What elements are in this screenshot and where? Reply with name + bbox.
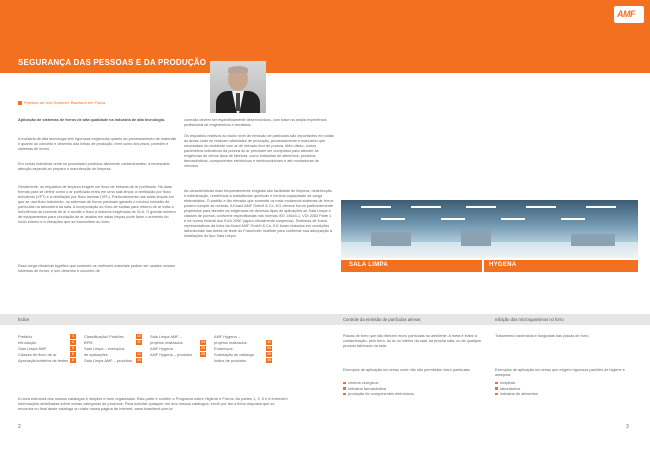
page-title: SEGURANÇA DAS PESSOAS E DA PRODUÇÃO — [18, 58, 207, 67]
index-item[interactable]: projetos realizados — [150, 340, 183, 345]
portrait-caption: Prefácio de Udo Sammet, Bacharel em Física — [24, 100, 106, 105]
label-hygena: HYGENA — [489, 262, 517, 268]
page-number-badge: 26 — [201, 346, 205, 350]
page-number-badge: 11 — [137, 340, 141, 344]
col2-para-2: Os requisitos relativos ao baixo nível de emissão de partículas são importantes em todas as áreas onde se realizam atividades de produção, processamento e manuseio que necessitam do ambiente com ar de elevado teor de pureza. Além disso, outros parâmetros indicativos da pureza do ar precisam ser cumpridos para atender às exigências de certos tipos de fábricas, como indústrias de alimentos, produtos farmacêuticos, componentes eletrônicos e semicondutores e até montadoras de veículos. — [184, 134, 334, 168]
index-item[interactable]: Sala Limpa – exemplos — [84, 346, 125, 351]
emission-examples-title: Exemplos de aplicação em áreas onde não são permitidas micro partículas: — [343, 368, 471, 372]
col1-para-3: Geralmente, os requisitos de limpeza exigem um fluxo de entrada de ar purificado. Há duas formas para se definir como o ar purificado entra em uma sala limpa: a ventilação por fluxo turbulento (VFT) e a ventilação por fluxo laminar (VFL). Particularmente nas salas limpas em que se usa fluxo turbulento, os sistemas de forros precisam garantir o mínimo emissão de partículas na atmosfera da sala. A incorporação ao forro de saídas para retorno de ar evita a turbulência da corrente de ar e auxilia o fluxo a maiores exigências de VLA. O grande número de equipamentos para circulação de ar usados em salas limpas pode fazer o aumento do ruído interno e a vibrações que se transmitem ao forro. — [18, 185, 176, 224]
inhibition-examples-title: Exemplos de aplicação em áreas que exigem rigorosos padrões de higiene e assepsia: — [495, 368, 625, 377]
label-sala-limpa: SALA LIMPA — [349, 262, 388, 268]
index-item[interactable]: Sala Limpa AMF – produtos — [84, 358, 133, 363]
page-number-badge: 36 — [267, 358, 271, 362]
page-number-badge: 6 — [72, 352, 74, 356]
table-header-row — [0, 314, 650, 325]
logo-text: AMF — [617, 9, 635, 19]
col2-para-3: As características mais frequentemente exigidas são facilidade de limpeza, desinfecção e esterilização, resistência a substâncias químicas e mínima capacidade de carga eletrostática. O padrão e tão elevado que somente os mais modernos sistemas de forros podem cumprir as normas. A Knauf AMF GmbH & Co. KG oferece forros particularmente projetados para atender as exigências de diversos tipos de aplicações de Sala Limpa e classes de pureza, conforme especificadas nas normas ISO 14644-1, VDI 2083 Parte 1 e na norma federal dos EUA 209E (agora oficialmente suspensa). Sistemas de forros representativos da linha da Knauf AMF GmbH & Co. KG foram testados em condições laboratoriais nas áreas de teste do Fraunhofer Institute para confirmar sua adequação à instalações do tipo Sala Limpa. — [184, 189, 334, 238]
page-number-badge: 3 — [72, 334, 74, 338]
emission-description: Placas de forro que não liberam micro partículas no ambiente. A meta é evitar a contaminação, pelo forro, do ar no interior da sala, da própria sala, ou de qualquer produto fabricado na sala. — [343, 334, 482, 348]
col1-para-2: Em certas indústrias onde se processam produtos altamente contaminantes, a necessária atenção especial ao preparo e manutenção de limpeza. — [18, 162, 170, 171]
section-label-band — [341, 260, 638, 272]
col1-para-4: Essa carga vibratória significa que somente os melhores materiais podem ser usados nesses sistemas de forros, e seu desenho e conceito de — [18, 264, 176, 273]
index-item[interactable]: Aprovação/critérios de testes — [18, 358, 69, 363]
page-number-badge: 34 — [267, 346, 271, 350]
list-item: hospitais — [495, 380, 635, 386]
index-item[interactable]: Introdução — [18, 340, 37, 345]
col2-para-1: conexão devem ser especificamente desenvolvidos, com base na ampla experiência profissional de engenheiros e cientistas. — [184, 118, 327, 127]
index-item[interactable]: Prefácio — [18, 334, 33, 339]
title-bar — [0, 56, 650, 73]
list-item: centros cirúrgicos — [343, 380, 483, 386]
page-number-badge: 12 — [137, 352, 141, 356]
catalog-note: A nova estrutura dos nossos catálogos é simples e bem organizada. Esta parte é contém o Programa sobre Higiene e Forros. As partes 1, 3, 5 e 6 fornecem informações detalhadas sobre outras categorias de produtos. Para solicitar qualquer um dos nossos catálogos, envie por fax a ficha-resposta que se encontra no final deste catálogo ou visite nossa página de Internet, www.knaufamf.com.br — [18, 396, 288, 411]
inhibition-description: Tratamento bactericida e fungicidas das placas de forro. — [495, 334, 590, 338]
inhibition-heading: Inibição dos microrganismos no forro — [495, 317, 564, 322]
page-number-badge: 14 — [137, 358, 141, 362]
page-number-badge: 5 — [72, 346, 74, 350]
index-heading: Índice — [18, 317, 30, 322]
author-portrait — [210, 61, 266, 113]
list-item: laboratórios — [495, 386, 635, 392]
emission-examples-list — [343, 380, 483, 397]
index-item[interactable]: Sala Limpa AMF — [18, 346, 47, 351]
page-number-left: 2 — [18, 424, 21, 430]
list-item: indústria farmacêutica — [343, 386, 483, 392]
page-number-badge: 24 — [201, 340, 205, 344]
page-number-badge: 8 — [72, 358, 74, 362]
list-item: produção de componentes eletrônicos — [343, 391, 483, 397]
inhibition-examples-list — [495, 380, 635, 397]
page-number-badge: 10 — [137, 334, 141, 338]
index-item[interactable]: projetos realizados — [214, 340, 247, 345]
index-item[interactable]: BPM — [84, 340, 93, 345]
index-item[interactable]: AMF Hygena — [150, 346, 173, 351]
emission-heading: Controle da emissão de partículas aéreas — [343, 317, 421, 322]
clean-room-photo — [341, 200, 638, 258]
header-band — [0, 0, 650, 56]
index-item[interactable]: Sala Limpa AMF – — [150, 334, 182, 339]
intro-heading: Aplicação de sistemas de forros de alta qualidade na indústria de alta tecnologia. — [18, 118, 165, 122]
page-number-badge: 35 — [267, 352, 271, 356]
amf-logo[interactable] — [614, 6, 644, 23]
col1-para-1: A indústria de alta tecnologia tem rigorosas exigências quanto ao processamento de materiais e quanto ao conceito e desenho das linhas de produção, bem como dos pisos, paredes e sistemas de forros. — [18, 137, 177, 151]
page-number-badge: 28 — [201, 352, 205, 356]
caption-marker — [18, 101, 22, 105]
index-item[interactable]: AMF Hygena – produtos — [150, 352, 193, 357]
index-item[interactable]: Índice de produtos — [214, 358, 247, 363]
index-item[interactable]: Endereços — [214, 346, 233, 351]
index-item[interactable]: AMF Hygena – — [214, 334, 240, 339]
index-item[interactable]: Classificação/ Padrões — [84, 334, 124, 339]
list-item: indústria de alimentos — [495, 391, 635, 397]
page-number-badge: 32 — [267, 340, 271, 344]
page-number-badge: 4 — [72, 340, 74, 344]
index-item[interactable]: de aplicações — [84, 352, 108, 357]
index-item[interactable]: Solicitação de catálogo — [214, 352, 255, 357]
index-item[interactable]: Classes de fluxo de ar — [18, 352, 57, 357]
page-number-right: 3 — [626, 424, 629, 430]
